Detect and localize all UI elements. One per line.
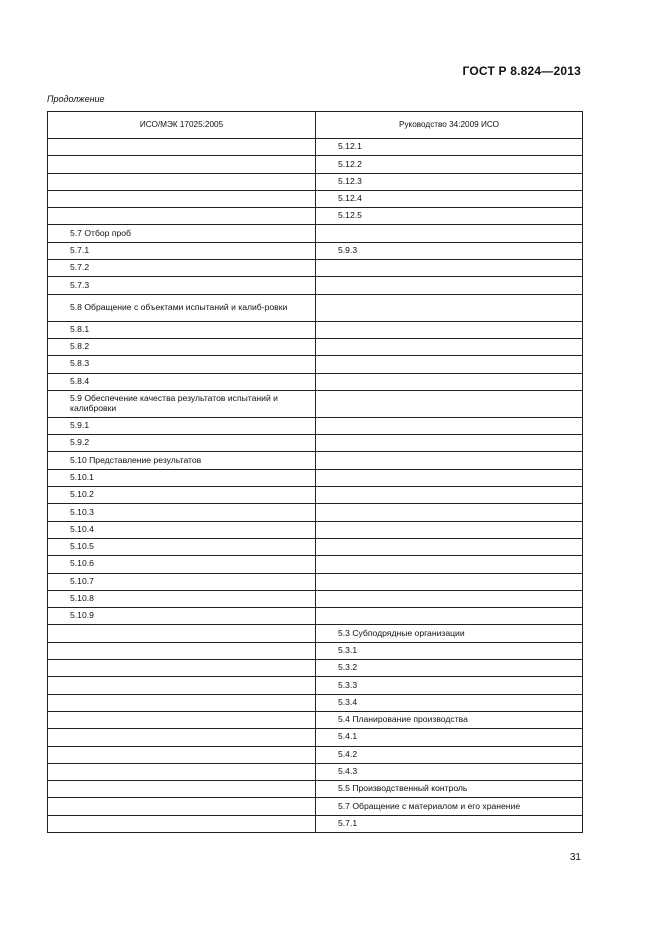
cell-iso-guide-34: 5.4 Планирование производства — [316, 711, 583, 728]
cell-iso-iec-17025: 5.10.5 — [48, 538, 316, 555]
cell-iso-guide-34: 5.4.2 — [316, 746, 583, 763]
table-row — [48, 190, 583, 207]
cell-iso-iec-17025 — [48, 694, 316, 711]
cell-iso-iec-17025 — [48, 746, 316, 763]
cell-iso-iec-17025: 5.10.2 — [48, 487, 316, 504]
cell-iso-guide-34: 5.12.4 — [316, 190, 583, 207]
cell-iso-guide-34: 5.12.5 — [316, 208, 583, 225]
cell-iso-guide-34 — [316, 373, 583, 390]
table-row — [48, 356, 583, 373]
table-row — [48, 417, 583, 434]
continuation-label: Продолжение — [47, 94, 105, 104]
page-number: 31 — [569, 852, 581, 863]
cell-iso-iec-17025 — [48, 711, 316, 728]
table-row — [48, 294, 583, 321]
cell-iso-guide-34: 5.3.2 — [316, 660, 583, 677]
table-row — [48, 260, 583, 277]
table-row — [48, 694, 583, 711]
cell-iso-iec-17025: 5.10.1 — [48, 469, 316, 486]
table-row — [48, 277, 583, 294]
column-header-iso-iec-17025: ИСО/МЭК 17025:2005 — [48, 112, 316, 139]
cell-iso-iec-17025 — [48, 208, 316, 225]
cell-iso-guide-34 — [316, 573, 583, 590]
cell-iso-iec-17025 — [48, 156, 316, 173]
cell-iso-iec-17025: 5.8 Обращение с объектами испытаний и калиб-ровки — [48, 294, 316, 321]
table-header-row — [48, 112, 583, 139]
table-row — [48, 435, 583, 452]
cell-iso-guide-34 — [316, 225, 583, 242]
cell-iso-guide-34 — [316, 390, 583, 417]
table-row — [48, 608, 583, 625]
table-row — [48, 321, 583, 338]
cell-iso-guide-34: 5.12.3 — [316, 173, 583, 190]
cell-iso-guide-34 — [316, 260, 583, 277]
cell-iso-guide-34 — [316, 435, 583, 452]
table-row — [48, 556, 583, 573]
cell-iso-guide-34 — [316, 556, 583, 573]
cell-iso-iec-17025: 5.8.1 — [48, 321, 316, 338]
document-header: ГОСТ Р 8.824—2013 — [462, 64, 581, 78]
table-row — [48, 208, 583, 225]
table-row — [48, 590, 583, 607]
table-body — [48, 139, 583, 833]
cell-iso-guide-34: 5.4.1 — [316, 729, 583, 746]
table-row — [48, 660, 583, 677]
cell-iso-iec-17025: 5.10 Представление результатов — [48, 452, 316, 469]
cell-iso-guide-34 — [316, 469, 583, 486]
cell-iso-guide-34 — [316, 590, 583, 607]
cell-iso-iec-17025: 5.8.2 — [48, 338, 316, 355]
table-row — [48, 521, 583, 538]
correspondence-table — [47, 111, 583, 833]
cell-iso-guide-34: 5.9.3 — [316, 242, 583, 259]
table-row — [48, 390, 583, 417]
table-row — [48, 225, 583, 242]
table-row — [48, 763, 583, 780]
table-row — [48, 642, 583, 659]
cell-iso-iec-17025 — [48, 798, 316, 815]
cell-iso-iec-17025 — [48, 139, 316, 156]
cell-iso-guide-34 — [316, 356, 583, 373]
cell-iso-guide-34 — [316, 452, 583, 469]
cell-iso-guide-34 — [316, 608, 583, 625]
table-row — [48, 487, 583, 504]
table-row — [48, 538, 583, 555]
table-row — [48, 729, 583, 746]
cell-iso-iec-17025: 5.10.4 — [48, 521, 316, 538]
cell-iso-guide-34 — [316, 521, 583, 538]
cell-iso-iec-17025 — [48, 729, 316, 746]
cell-iso-guide-34 — [316, 504, 583, 521]
cell-iso-guide-34 — [316, 338, 583, 355]
cell-iso-guide-34 — [316, 538, 583, 555]
cell-iso-iec-17025 — [48, 173, 316, 190]
cell-iso-iec-17025: 5.8.3 — [48, 356, 316, 373]
cell-iso-iec-17025: 5.10.3 — [48, 504, 316, 521]
table-row — [48, 781, 583, 798]
table-row — [48, 711, 583, 728]
cell-iso-iec-17025: 5.10.6 — [48, 556, 316, 573]
table-row — [48, 139, 583, 156]
cell-iso-iec-17025 — [48, 625, 316, 642]
table-row — [48, 156, 583, 173]
cell-iso-guide-34: 5.5 Производственный контроль — [316, 781, 583, 798]
table-row — [48, 242, 583, 259]
table-row — [48, 746, 583, 763]
cell-iso-guide-34: 5.3.1 — [316, 642, 583, 659]
cell-iso-iec-17025 — [48, 781, 316, 798]
cell-iso-iec-17025: 5.7.3 — [48, 277, 316, 294]
table-row — [48, 338, 583, 355]
cell-iso-iec-17025: 5.9.2 — [48, 435, 316, 452]
cell-iso-guide-34 — [316, 487, 583, 504]
table-row — [48, 573, 583, 590]
cell-iso-iec-17025: 5.7 Отбор проб — [48, 225, 316, 242]
cell-iso-iec-17025: 5.7.1 — [48, 242, 316, 259]
cell-iso-guide-34: 5.3.4 — [316, 694, 583, 711]
table-row — [48, 452, 583, 469]
cell-iso-iec-17025: 5.10.9 — [48, 608, 316, 625]
table-row — [48, 469, 583, 486]
cell-iso-iec-17025 — [48, 815, 316, 832]
table-row — [48, 677, 583, 694]
table-row — [48, 373, 583, 390]
table-row — [48, 798, 583, 815]
table-row — [48, 504, 583, 521]
cell-iso-guide-34: 5.4.3 — [316, 763, 583, 780]
cell-iso-guide-34 — [316, 277, 583, 294]
cell-iso-iec-17025 — [48, 642, 316, 659]
cell-iso-guide-34: 5.3 Субподрядные организации — [316, 625, 583, 642]
cell-iso-iec-17025 — [48, 763, 316, 780]
cell-iso-iec-17025 — [48, 660, 316, 677]
cell-iso-iec-17025: 5.8.4 — [48, 373, 316, 390]
cell-iso-iec-17025 — [48, 190, 316, 207]
column-header-iso-guide-34: Руководство 34:2009 ИСО — [316, 112, 583, 139]
table-row — [48, 173, 583, 190]
cell-iso-guide-34 — [316, 321, 583, 338]
cell-iso-guide-34 — [316, 417, 583, 434]
cell-iso-guide-34: 5.7.1 — [316, 815, 583, 832]
cell-iso-iec-17025: 5.9.1 — [48, 417, 316, 434]
cell-iso-guide-34: 5.3.3 — [316, 677, 583, 694]
table-row — [48, 625, 583, 642]
cell-iso-iec-17025: 5.10.7 — [48, 573, 316, 590]
cell-iso-guide-34 — [316, 294, 583, 321]
cell-iso-guide-34: 5.12.2 — [316, 156, 583, 173]
cell-iso-guide-34: 5.7 Обращение с материалом и его хранение — [316, 798, 583, 815]
cell-iso-iec-17025 — [48, 677, 316, 694]
cell-iso-guide-34: 5.12.1 — [316, 139, 583, 156]
table-row — [48, 815, 583, 832]
cell-iso-iec-17025: 5.7.2 — [48, 260, 316, 277]
cell-iso-iec-17025: 5.9 Обеспечение качества результатов испытаний и калибровки — [48, 390, 316, 417]
cell-iso-iec-17025: 5.10.8 — [48, 590, 316, 607]
